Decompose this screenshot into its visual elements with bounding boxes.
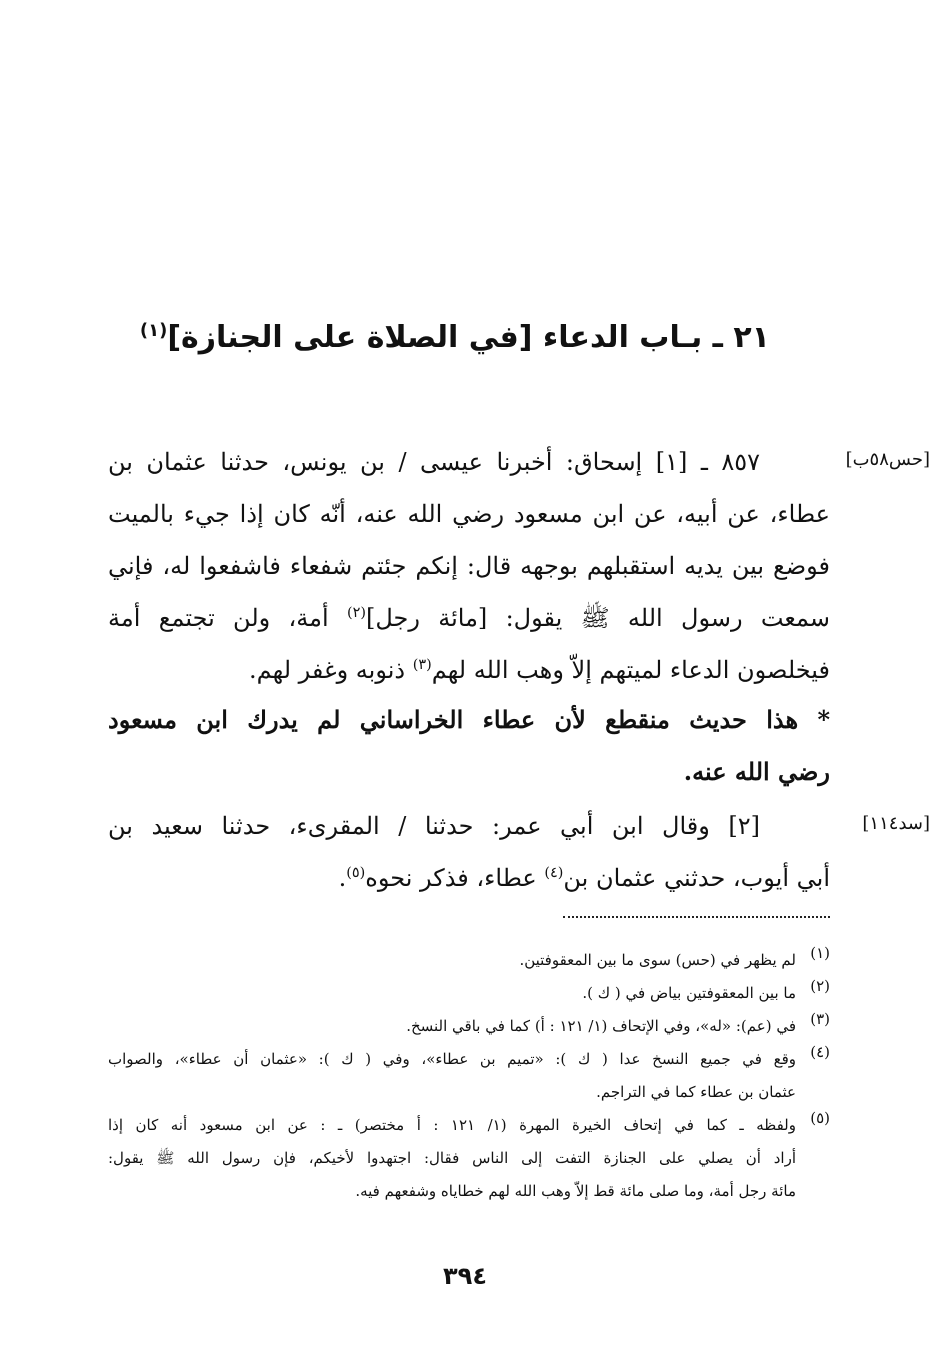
footnote-number: (٣): [810, 1010, 830, 1028]
text-line: * هذا حديث منقطع لأن عطاء الخراساني لم يدرك ابن مسعود: [108, 705, 830, 734]
footnote-number: (٤): [810, 1043, 830, 1061]
text-span: أمة، ولن تجتمع أمة: [108, 604, 347, 632]
footnote-line: أراد أن يصلي على الجنازة التفت إلى الناس فقال: اجتهدوا لأخيكم، فإن رسول الله ﷺ يقول:: [108, 1149, 796, 1167]
hadith-paragraph-857: [108, 436, 830, 696]
footnote-line: ما بين المعقوفتين بياض في ( ك ).: [582, 984, 796, 1002]
footnote-ref: (١): [139, 320, 168, 341]
text-line: [108, 592, 830, 644]
footnote-separator: [563, 916, 830, 918]
text-line: عطاء، عن أبيه، عن ابن مسعود رضي الله عنه، أنّه كان إذا جيء بالميت: [108, 500, 830, 528]
footnote-line: في (عم): «له»، وفي الإتحاف (١/ ١٢١ : أ) كما في باقي النسخ.: [406, 1017, 796, 1035]
text-line: [108, 852, 830, 904]
footnote-ref: (٣): [412, 657, 432, 673]
text-line: [108, 644, 830, 696]
footnote: [108, 1010, 830, 1043]
footnote: [108, 977, 830, 1010]
text-span: أبي أيوب، حدثني عثمان بن: [563, 864, 830, 892]
footnote-number: (٢): [810, 977, 830, 995]
chapter-title-text: ٢١ ـ بـاب الدعاء [في الصلاة على الجنازة]: [167, 320, 770, 355]
page-number: ٣٩٤: [443, 1262, 487, 1290]
footnote-line: عثمان بن عطاء كما في التراجم.: [596, 1083, 796, 1101]
footnote: [108, 1043, 830, 1109]
footnote-ref: (٢): [346, 605, 366, 621]
footnote-line: لم يظهر في (حس) سوى ما بين المعقوفتين.: [519, 951, 796, 969]
footnote-ref: (٥): [346, 865, 366, 881]
footnote-line: مائة رجل أمة، وما صلى مائة قط إلاّ وهب الله لهم خطاياه وشفعهم فيه.: [355, 1182, 796, 1200]
footnote-number: (١): [810, 944, 830, 962]
text-span: عطاء، فذكر نحوه: [365, 864, 545, 892]
footnote-line: ولفظه ـ كما في إتحاف الخيرة المهرة (١/ ١٢١ : أ مختصر) ـ : عن ابن مسعود أنه كان إذا: [108, 1116, 796, 1134]
footnote-number: (٥): [810, 1109, 830, 1127]
editor-comment: [108, 694, 830, 798]
text-line: رضي الله عنه.: [683, 757, 830, 786]
chapter-title: [140, 318, 770, 358]
footnote: [108, 944, 830, 977]
text-span: سمعت رسول الله ﷺ يقول: [مائة رجل]: [365, 604, 830, 632]
text-span: .: [338, 864, 347, 892]
footnote-line: وقع في جميع النسخ عدا ( ك ): «تميم بن عطاء»، وفي ( ك ): «عثمان أن عطاء»، والصواب: [108, 1050, 796, 1068]
text-span: فيخلصون الدعاء لميتهم إلاّ وهب الله لهم: [431, 656, 830, 684]
footnote-ref: (٤): [544, 865, 564, 881]
hadith-paragraph-2: [108, 800, 830, 904]
margin-note-manuscript-ref: [حس٥٨ب]: [845, 449, 930, 470]
text-line: فوضع بين يديه استقبلهم بوجهه قال: إنكم جئتم شفعاء فاشفعوا له، فإني: [108, 552, 830, 580]
text-line: [٢] وقال ابن أبي عمر: حدثنا / المقرىء، حدثنا سعيد بن: [108, 812, 760, 840]
margin-note-manuscript-ref: [سد١١٤]: [862, 813, 930, 834]
text-line: ٨٥٧ ـ [١] إسحاق: أخبرنا عيسى / بن يونس، حدثنا عثمان بن: [108, 448, 760, 476]
footnote: [108, 1109, 830, 1208]
footnotes: [108, 944, 830, 1208]
text-span: ذنوبه وغفر لهم.: [249, 656, 413, 684]
